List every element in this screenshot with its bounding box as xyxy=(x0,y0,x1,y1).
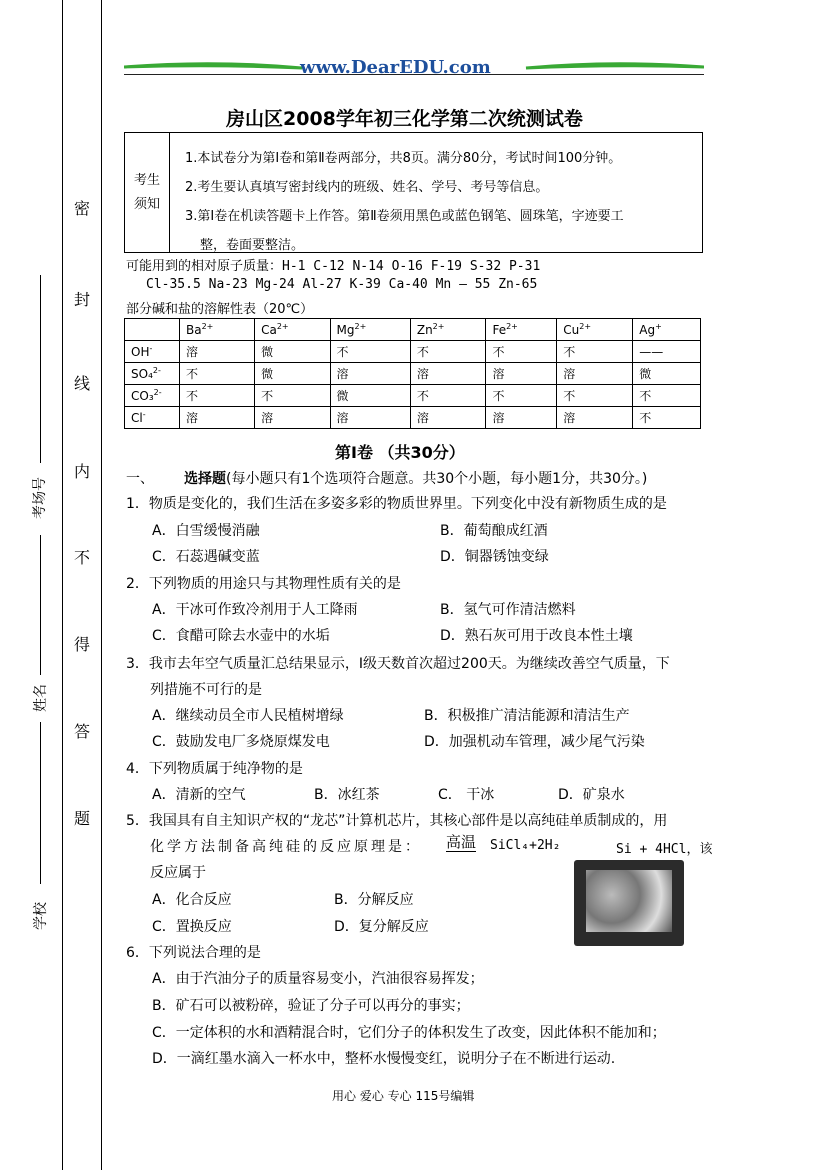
seal-char: 线 xyxy=(74,374,91,393)
notice-label-line: 须知 xyxy=(133,196,160,212)
table-row xyxy=(125,341,701,363)
table-cell: 溶 xyxy=(557,407,633,429)
question-option: C．置换反应 xyxy=(152,919,232,935)
solubility-caption: 部分碱和盐的溶解性表（20℃） xyxy=(126,302,314,317)
part-title: 第Ⅰ卷 （共30分） xyxy=(335,443,465,462)
cation-cell: $Fe^{2+}$ xyxy=(486,319,557,341)
table-cell: 不 xyxy=(633,407,701,429)
exam-room-underline xyxy=(40,275,41,463)
table-cell: 不 xyxy=(330,341,410,363)
cation-cell: $Zn^{2+}$ xyxy=(410,319,486,341)
chip-image xyxy=(574,860,684,946)
question-option: A．干冰可作致冷剂用于人工降雨 xyxy=(152,602,358,618)
table-cell: 溶 xyxy=(410,363,486,385)
site-url: www.DearEDU.com xyxy=(300,57,491,78)
question-option: B．氢气可作清洁燃料 xyxy=(440,602,576,618)
footer-text: 用心 爱心 专心 115号编辑 xyxy=(332,1089,475,1103)
atomic-masses-line: Cl-35.5 Na-23 Mg-24 Al-27 K-39 Ca-40 Mn — 55 Zn-65 xyxy=(146,277,538,292)
seal-char: 不 xyxy=(74,548,91,567)
anion-cell: CO₃$^{2-}$ xyxy=(125,385,180,407)
table-cell: 不 xyxy=(557,341,633,363)
seal-char: 得 xyxy=(74,635,91,654)
table-cell: 不 xyxy=(410,341,486,363)
question-option: D．熟石灰可用于改良本性土壤 xyxy=(440,628,633,644)
table-cell: 微 xyxy=(255,341,330,363)
name-underline xyxy=(40,535,41,675)
table-header-row xyxy=(125,319,701,341)
question-option: B．冰红茶 xyxy=(314,787,380,803)
table-cell: 不 xyxy=(557,385,633,407)
question-option: B．矿石可以被粉碎，验证了分子可以再分的事实； xyxy=(152,998,470,1014)
question-option: C．石蕊遇碱变蓝 xyxy=(152,549,260,565)
cation-cell: $Ca^{2+}$ xyxy=(255,319,330,341)
cation-cell: Ag+ xyxy=(633,319,701,341)
question-stem: 3．我市去年空气质量汇总结果显示，I级天数首次超过200天。为继续改善空气质量，下 xyxy=(126,656,670,672)
name-label: 姓名 xyxy=(33,684,49,712)
table-cell: 溶 xyxy=(330,407,410,429)
cation-cell: $Cu^{2+}$ xyxy=(557,319,633,341)
seal-char: 题 xyxy=(74,809,91,828)
table-cell: 不 xyxy=(486,385,557,407)
school-underline xyxy=(40,722,41,884)
notice-label xyxy=(125,133,170,252)
question-stem: 5．我国具有自主知识产权的“龙芯”计算机芯片，其核心部件是以高纯硅单质制成的，用 xyxy=(126,813,668,829)
equation-right: Si + 4HCl，该 xyxy=(616,842,713,857)
table-corner xyxy=(125,319,180,341)
question-option: B．分解反应 xyxy=(334,892,414,908)
question-option: D．铜器锈蚀变绿 xyxy=(440,549,549,565)
table-cell: 溶 xyxy=(330,363,410,385)
question-stem: 6．下列说法合理的是 xyxy=(126,945,261,961)
equation-left: SiCl₄+2H₂ xyxy=(490,838,561,853)
question-option: D．一滴红墨水滴入一杯水中，整杯水慢慢变红，说明分子在不断进行运动. xyxy=(152,1051,616,1067)
table-cell: 溶 xyxy=(486,363,557,385)
question-option: B．葡萄酿成红酒 xyxy=(440,523,548,539)
question-option: A．化合反应 xyxy=(152,892,232,908)
binding-line-left xyxy=(62,0,63,1170)
table-cell: 溶 xyxy=(180,341,255,363)
cation-cell: $Ba^{2+}$ xyxy=(180,319,255,341)
section-title: 选择题 xyxy=(184,471,226,487)
section-number: 一、 xyxy=(126,471,154,487)
reaction-condition: 高温 xyxy=(446,833,477,851)
question-stem-cont: 列措施不可行的是 xyxy=(150,682,262,698)
table-row xyxy=(125,363,701,385)
cation-cell: $Mg^{2+}$ xyxy=(330,319,410,341)
question-option: D．复分解反应 xyxy=(334,919,429,935)
question-option: C． 干冰 xyxy=(438,787,495,803)
table-cell: 不 xyxy=(410,385,486,407)
table-cell: 不 xyxy=(180,385,255,407)
anion-cell: OH- xyxy=(125,341,180,363)
question-option: D．加强机动车管理，减少尾气污染 xyxy=(424,734,645,750)
question-option: D．矿泉水 xyxy=(558,787,625,803)
notice-line: 2.考生要认真填写密封线内的班级、姓名、学号、考号等信息。 xyxy=(185,180,549,195)
seal-char: 封 xyxy=(74,290,91,309)
table-row xyxy=(125,407,701,429)
table-cell: 不 xyxy=(255,385,330,407)
question-stem-cont: 化学方法制备高纯硅的反应原理是： xyxy=(150,839,422,855)
table-cell: —— xyxy=(633,341,701,363)
notice-line: 3.第Ⅰ卷在机读答题卡上作答。第Ⅱ卷须用黑色或蓝色钢笔、圆珠笔，字迹要工 xyxy=(185,209,624,224)
seal-char: 内 xyxy=(74,462,91,481)
anion-cell: SO₄$^{2-}$ xyxy=(125,363,180,385)
table-cell: 不 xyxy=(633,385,701,407)
chip-die xyxy=(586,870,672,932)
table-cell: 溶 xyxy=(255,407,330,429)
question-option: A．由于汽油分子的质量容易变小，汽油很容易挥发； xyxy=(152,971,484,987)
question-option: A．白雪缓慢消融 xyxy=(152,523,260,539)
question-option: A．清新的空气 xyxy=(152,787,246,803)
table-cell: 不 xyxy=(486,341,557,363)
table-cell: 微 xyxy=(255,363,330,385)
question-stem: 2．下列物质的用途只与其物理性质有关的是 xyxy=(126,576,401,592)
anion-cell: Cl- xyxy=(125,407,180,429)
section-desc: (每小题只有1个选项符合题意。共30个小题，每小题1分，共30分。) xyxy=(226,471,648,487)
notice-line: 整，卷面要整洁。 xyxy=(200,238,305,253)
table-cell: 微 xyxy=(330,385,410,407)
solubility-table xyxy=(124,318,701,429)
exam-room-label: 考场号 xyxy=(32,477,48,519)
question-option: A．继续动员全市人民植树增绿 xyxy=(152,708,344,724)
table-cell: 溶 xyxy=(486,407,557,429)
notice-box xyxy=(124,132,703,253)
notice-label-line: 考生 xyxy=(133,172,160,188)
question-option: C．食醋可除去水壶中的水垢 xyxy=(152,628,330,644)
atomic-masses-line: 可能用到的相对原子质量：H-1 C-12 N-14 O-16 F-19 S-32 P-31 xyxy=(126,259,541,274)
table-row xyxy=(125,385,701,407)
table-cell: 溶 xyxy=(410,407,486,429)
table-cell: 微 xyxy=(633,363,701,385)
binding-line-right xyxy=(101,0,102,1170)
seal-char: 答 xyxy=(74,722,91,741)
question-option: B．积极推广清洁能源和清洁生产 xyxy=(424,708,630,724)
seal-char: 密 xyxy=(74,199,91,218)
question-stem: 4．下列物质属于纯净物的是 xyxy=(126,761,303,777)
question-option: C．一定体积的水和酒精混合时，它们分子的体积发生了改变，因此体积不能加和； xyxy=(152,1025,666,1041)
page-title: 房山区2008学年初三化学第二次统测试卷 xyxy=(226,108,583,130)
table-cell: 溶 xyxy=(557,363,633,385)
school-label: 学校 xyxy=(33,902,49,930)
notice-line: 1.本试卷分为第Ⅰ卷和第Ⅱ卷两部分，共8页。满分80分，考试时间100分钟。 xyxy=(185,151,622,166)
table-cell: 溶 xyxy=(180,407,255,429)
question-option: C．鼓励发电厂多烧原煤发电 xyxy=(152,734,330,750)
question-stem: 1．物质是变化的，我们生活在多姿多彩的物质世界里。下列变化中没有新物质生成的是 xyxy=(126,496,667,512)
question-stem-cont: 反应属于 xyxy=(150,865,206,881)
table-cell: 不 xyxy=(180,363,255,385)
